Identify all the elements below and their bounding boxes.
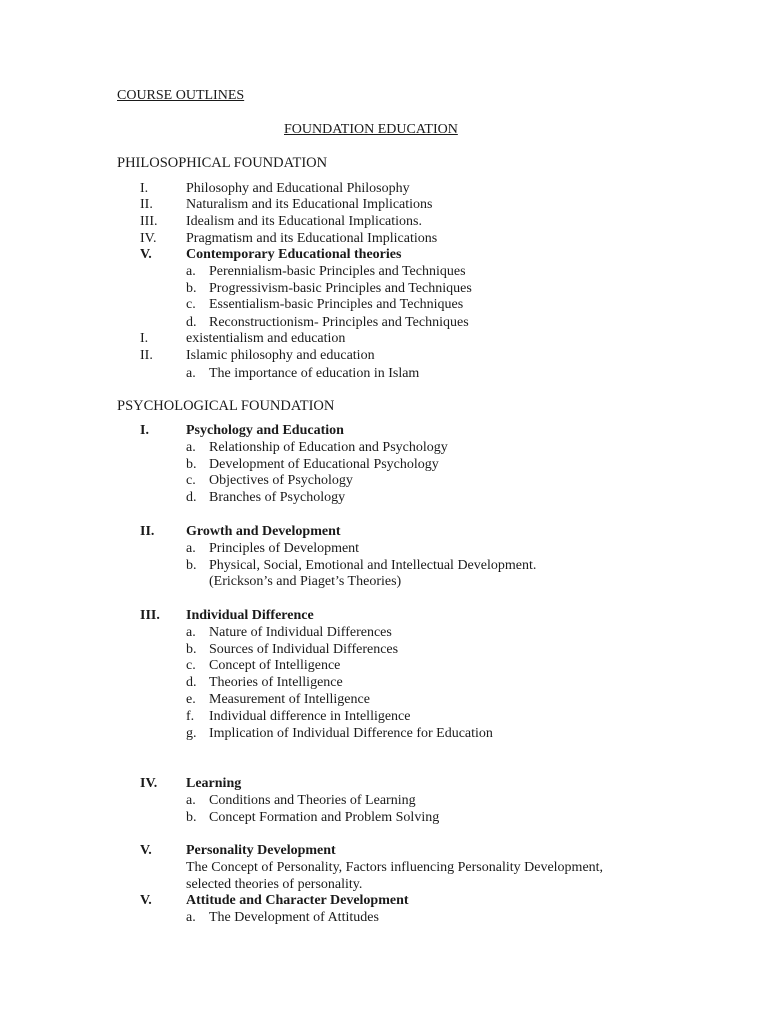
sub-letter: c. [186,297,196,312]
section-title: Individual Difference [186,608,314,623]
sub-item: Development of Educational Psychology [209,457,439,472]
sub-letter: g. [186,726,197,741]
sub-item: Concept of Intelligence [209,658,341,673]
sub-letter: b. [186,810,197,825]
sub-letter: c. [186,473,196,488]
psychological-heading: PSYCHOLOGICAL FOUNDATION [117,398,335,414]
sub-item: Essentialism-basic Principles and Techniques [209,297,464,312]
sub-letter: f. [186,709,195,724]
sub-letter: a. [186,541,196,556]
sub-letter: d. [186,675,197,690]
course-outlines-label: COURSE OUTLINES [117,88,245,103]
sub-letter: a. [186,264,196,279]
sub-item: Sources of Individual Differences [209,642,399,657]
sub-note: (Erickson’s and Piaget’s Theories) [209,574,402,589]
sub-item: Objectives of Psychology [209,473,353,488]
sub-letter: a. [186,910,196,925]
list-item: Islamic philosophy and education [186,348,375,363]
sub-item: Implication of Individual Difference for Education [209,726,493,741]
document-title: FOUNDATION EDUCATION [284,122,458,137]
sub-item: The Development of Attitudes [209,910,379,925]
philosophical-heading: PHILOSOPHICAL FOUNDATION [117,155,328,171]
list-number: III. [140,214,158,229]
section-number: V. [140,843,152,858]
section-description: selected theories of personality. [186,877,363,892]
sub-item: Theories of Intelligence [209,675,343,690]
sub-item: Branches of Psychology [209,490,346,505]
list-number: I. [140,331,149,346]
list-item: Idealism and its Educational Implications. [186,214,422,229]
sub-letter: a. [186,440,196,455]
sub-item: Measurement of Intelligence [209,692,370,707]
sub-letter: b. [186,558,197,573]
section-description: The Concept of Personality, Factors influencing Personality Development, [186,860,604,875]
sub-letter: b. [186,642,197,657]
sub-item: Perennialism-basic Principles and Techniques [209,264,466,279]
sub-letter: a. [186,793,196,808]
section-title: Attitude and Character Development [186,893,409,908]
sub-item: Conditions and Theories of Learning [209,793,416,808]
sub-letter: b. [186,457,197,472]
section-title: Learning [186,776,242,791]
list-item: Philosophy and Educational Philosophy [186,181,410,196]
section-number: III. [140,608,160,623]
list-item: Naturalism and its Educational Implications [186,197,433,212]
sub-letter: d. [186,315,197,330]
sub-item: Reconstructionism- Principles and Techniques [209,315,469,330]
sub-item: The importance of education in Islam [209,366,420,381]
section-number: II. [140,524,155,539]
list-number: IV. [140,231,157,246]
sub-item: Nature of Individual Differences [209,625,392,640]
sub-item: Individual difference in Intelligence [209,709,411,724]
section-title: Psychology and Education [186,423,344,438]
list-number: II. [140,197,153,212]
sub-letter: d. [186,490,197,505]
sub-item: Relationship of Education and Psychology [209,440,448,455]
section-title: Personality Development [186,843,336,858]
section-title: Growth and Development [186,524,341,539]
list-number: I. [140,181,149,196]
section-number: IV. [140,776,158,791]
section-number: I. [140,423,149,438]
sub-item: Concept Formation and Problem Solving [209,810,440,825]
list-item: Pragmatism and its Educational Implications [186,231,438,246]
sub-item: Principles of Development [209,541,360,556]
sub-item: Progressivism-basic Principles and Techniques [209,281,472,296]
sub-item: Physical, Social, Emotional and Intellectual Development. [209,558,537,573]
sub-letter: c. [186,658,196,673]
sub-letter: e. [186,692,196,707]
sub-letter: a. [186,366,196,381]
list-number: V. [140,247,152,262]
sub-letter: b. [186,281,197,296]
sub-letter: a. [186,625,196,640]
section-number: V. [140,893,152,908]
list-item: Contemporary Educational theories [186,247,402,262]
list-item: existentialism and education [186,331,346,346]
list-number: II. [140,348,153,363]
